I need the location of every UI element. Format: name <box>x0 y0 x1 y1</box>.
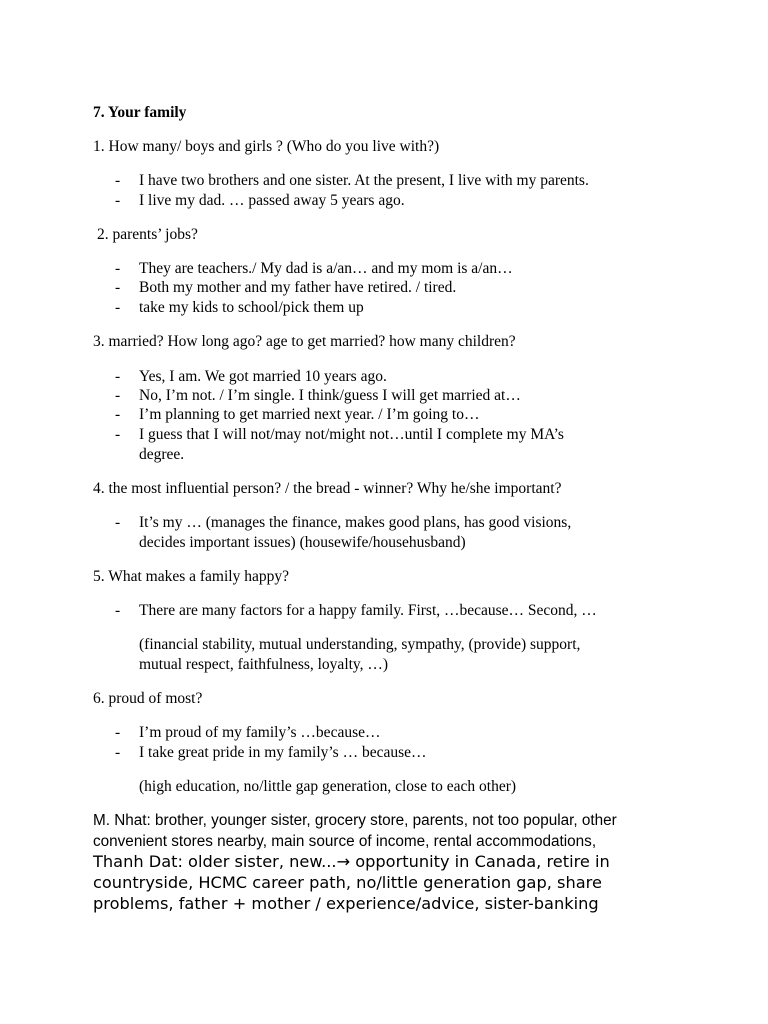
thanh-dat-notes-line-3: problems, father + mother / experience/advice, sister-banking <box>93 894 599 913</box>
question-6: 6. proud of most? <box>93 690 203 707</box>
q6-bullet-2: I take great pride in my family’s … because… <box>139 744 427 761</box>
q1-bullet-1: I have two brothers and one sister. At the present, I live with my parents. <box>139 172 589 189</box>
q2-bullet-2: Both my mother and my father have retired. / tired. <box>139 279 457 296</box>
question-2: 2. parents’ jobs? <box>97 226 198 243</box>
bullet-dash: - <box>115 387 121 404</box>
bullet-dash: - <box>115 368 121 385</box>
question-1: 1. How many/ boys and girls ? (Who do you live with?) <box>93 138 440 155</box>
q5-bullet: There are many factors for a happy family. First, …because… Second, … <box>139 602 597 619</box>
q3-bullet-4: I guess that I will not/may not/might not…until I complete my MA’s <box>139 426 564 443</box>
thanh-dat-notes-line-2: countryside, HCMC career path, no/little generation gap, share <box>93 873 602 892</box>
q3-bullet-2: No, I’m not. / I’m single. I think/guess I will get married at… <box>139 387 521 404</box>
m-nhat-notes-line-1: M. Nhat: brother, younger sister, grocery store, parents, not too popular, other <box>93 812 617 829</box>
bullet-dash: - <box>115 602 121 619</box>
q4-bullet-line-2: decides important issues) (housewife/househusband) <box>139 534 466 551</box>
q5-note-line-1: (financial stability, mutual understanding, sympathy, (provide) support, <box>139 636 581 653</box>
q2-bullet-1: They are teachers./ My dad is a/an… and my mom is a/an… <box>139 260 513 277</box>
q2-bullet-3: take my kids to school/pick them up <box>139 299 364 316</box>
thanh-dat-notes-line-1: Thanh Dat: older sister, new...→ opportunity in Canada, retire in <box>93 852 610 871</box>
bullet-dash: - <box>115 172 121 189</box>
q3-bullet-1: Yes, I am. We got married 10 years ago. <box>139 368 387 385</box>
section-title: 7. Your family <box>93 104 187 121</box>
question-3: 3. married? How long ago? age to get married? how many children? <box>93 333 516 350</box>
bullet-dash: - <box>115 299 121 316</box>
question-5: 5. What makes a family happy? <box>93 568 289 585</box>
q3-bullet-4-continued: degree. <box>139 446 185 463</box>
q6-bullet-1: I’m proud of my family’s …because… <box>139 724 381 741</box>
bullet-dash: - <box>115 724 121 741</box>
q4-bullet-line-1: It’s my … (manages the finance, makes good plans, has good visions, <box>139 514 572 531</box>
question-4: 4. the most influential person? / the bread - winner? Why he/she important? <box>93 480 562 497</box>
m-nhat-notes-line-2: convenient stores nearby, main source of income, rental accommodations, <box>93 833 597 850</box>
bullet-dash: - <box>115 260 121 277</box>
q6-note: (high education, no/little gap generation, close to each other) <box>139 778 517 795</box>
bullet-dash: - <box>115 744 121 761</box>
bullet-dash: - <box>115 406 121 423</box>
q1-bullet-2: I live my dad. … passed away 5 years ago. <box>139 192 405 209</box>
q5-note-line-2: mutual respect, faithfulness, loyalty, …) <box>139 656 389 673</box>
bullet-dash: - <box>115 192 121 209</box>
q3-bullet-3: I’m planning to get married next year. / I’m going to… <box>139 406 480 423</box>
bullet-dash: - <box>115 426 121 443</box>
bullet-dash: - <box>115 279 121 296</box>
bullet-dash: - <box>115 514 121 531</box>
